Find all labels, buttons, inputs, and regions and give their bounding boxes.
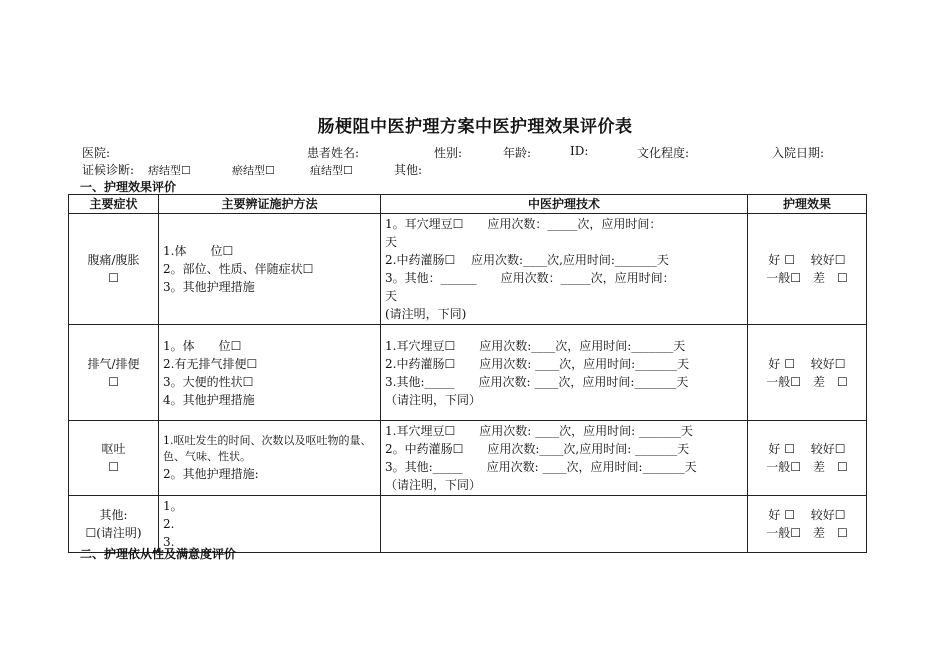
symptom-name: 其他: [99, 508, 128, 522]
technique-cell-empty [381, 496, 748, 553]
technique-item: 3。其他:_____ 应用次数: ____次，应用时间:_______天 [385, 460, 697, 474]
header-methods: 主要辨证施护方法 [159, 195, 381, 214]
technique-item: 天 [385, 235, 398, 249]
effect-options[interactable]: 一般☐ 差 ☐ [766, 460, 848, 474]
education-label: 文化程度: [637, 146, 690, 160]
technique-cell [381, 421, 748, 496]
technique-item: (请注明，下同) [385, 307, 467, 321]
table-row [69, 421, 867, 496]
effect-cell [748, 421, 867, 496]
effect-options[interactable]: 好 ☐ 较好☐ [768, 442, 846, 456]
symptom-cell [69, 214, 159, 325]
effect-options[interactable]: 好 ☐ 较好☐ [768, 508, 846, 522]
table-row [69, 325, 867, 421]
symptom-checkbox[interactable]: ☐ [108, 460, 119, 474]
method-item: 2.有无排气排便☐ [163, 356, 258, 371]
method-item: 1.呕吐发生的时间、次数以及呕吐物的量、色、气味、性状。 [163, 434, 372, 463]
header-technique: 中医护理技术 [381, 195, 748, 214]
method-item: 1。体 位☐ [163, 338, 242, 353]
effect-options[interactable]: 好 ☐ 较好☐ [768, 253, 846, 267]
title-part-2: 中医护理效果评价表 [475, 117, 633, 137]
symptom-cell [69, 325, 159, 421]
technique-item: 1.耳穴埋豆☐ 应用次数:____次，应用时间:_______天 [385, 338, 686, 353]
method-item: 3. [163, 535, 175, 549]
technique-item: （请注明，下同） [385, 478, 482, 492]
symptom-checkbox[interactable]: ☐ [108, 374, 119, 389]
methods-cell [159, 214, 381, 325]
symptom-cell [69, 496, 159, 553]
technique-item: 3.其他:_____ 应用次数: ____次，应用时间:_______天 [385, 374, 689, 389]
table-row [69, 496, 867, 553]
effect-cell [748, 325, 867, 421]
diagnosis-other: 其他: [394, 163, 423, 177]
technique-cell [381, 214, 748, 325]
gender-label: 性别: [434, 146, 463, 160]
technique-item: 2.中药灌肠☐ 应用次数: ____次，应用时间:_______天 [385, 356, 690, 371]
id-label: ID: [570, 144, 589, 158]
technique-cell [381, 325, 748, 421]
technique-item: 天 [385, 289, 398, 303]
method-item: 4。其他护理措施 [163, 392, 255, 407]
method-item: 3。大便的性状☐ [163, 374, 254, 389]
effect-options[interactable]: 好 ☐ 较好☐ [768, 356, 846, 371]
technique-item: 1。耳穴埋豆☐ 应用次数：_____次，应用时间： [385, 217, 662, 231]
effect-cell [748, 496, 867, 553]
header-effect: 护理效果 [748, 195, 867, 214]
evaluation-table [68, 194, 867, 553]
symptom-name: 腹痛/腹胀 [87, 253, 140, 267]
technique-item: （请注明，下同） [385, 392, 482, 407]
table-header-row [69, 195, 867, 214]
effect-options[interactable]: 一般☐ 差 ☐ [766, 374, 848, 389]
age-label: 年龄: [503, 146, 532, 160]
method-item: 1。 [163, 499, 183, 513]
diagnosis-label: 证候诊断: [82, 163, 135, 177]
patient-name-label: 患者姓名: [307, 146, 360, 160]
method-item: 1.体 位☐ [163, 244, 234, 258]
section-2-heading: 二、护理依从性及满意度评价 [80, 547, 237, 561]
method-item: 2. [163, 517, 175, 531]
header-symptom: 主要症状 [69, 195, 159, 214]
method-item: 2。其他护理措施: [163, 467, 259, 481]
effect-options[interactable]: 一般☐ 差 ☐ [766, 526, 848, 540]
admission-date-label: 入院日期: [772, 146, 825, 160]
methods-cell [159, 325, 381, 421]
diagnosis-type-1: 痞结型☐ [148, 164, 191, 177]
technique-item: 1.耳穴埋豆☐ 应用次数: ____次，应用时间: _______天 [385, 424, 693, 438]
effect-cell [748, 214, 867, 325]
symptom-checkbox[interactable]: ☐(请注明) [85, 526, 142, 540]
hospital-label: 医院: [82, 146, 111, 160]
technique-item: 2.中药灌肠☐ 应用次数:____次,应用时间:_______天 [385, 253, 669, 267]
effect-options[interactable]: 一般☐ 差 ☐ [766, 271, 848, 285]
title-part-1: 肠梗阻中医护理方案 [317, 117, 475, 137]
technique-item: 2。中药灌肠☐ 应用次数:____次,应用时间: _______天 [385, 442, 690, 456]
document-title [0, 112, 950, 137]
methods-cell [159, 421, 381, 496]
method-item: 2。部位、性质、伴随症状☐ [163, 262, 314, 276]
symptom-name: 呕吐 [101, 442, 126, 456]
technique-item: 3。其他：______ 应用次数：_____次，应用时间： [385, 271, 675, 285]
diagnosis-type-2: 瘀结型☐ [232, 164, 275, 177]
symptom-checkbox[interactable]: ☐ [108, 271, 119, 285]
methods-cell [159, 496, 381, 553]
method-item: 3。其他护理措施 [163, 280, 255, 294]
section-1-heading: 一、护理效果评价 [80, 180, 177, 194]
diagnosis-type-3: 疽结型☐ [310, 164, 353, 177]
symptom-cell [69, 421, 159, 496]
symptom-name: 排气/排便 [87, 356, 140, 371]
table-row [69, 214, 867, 325]
